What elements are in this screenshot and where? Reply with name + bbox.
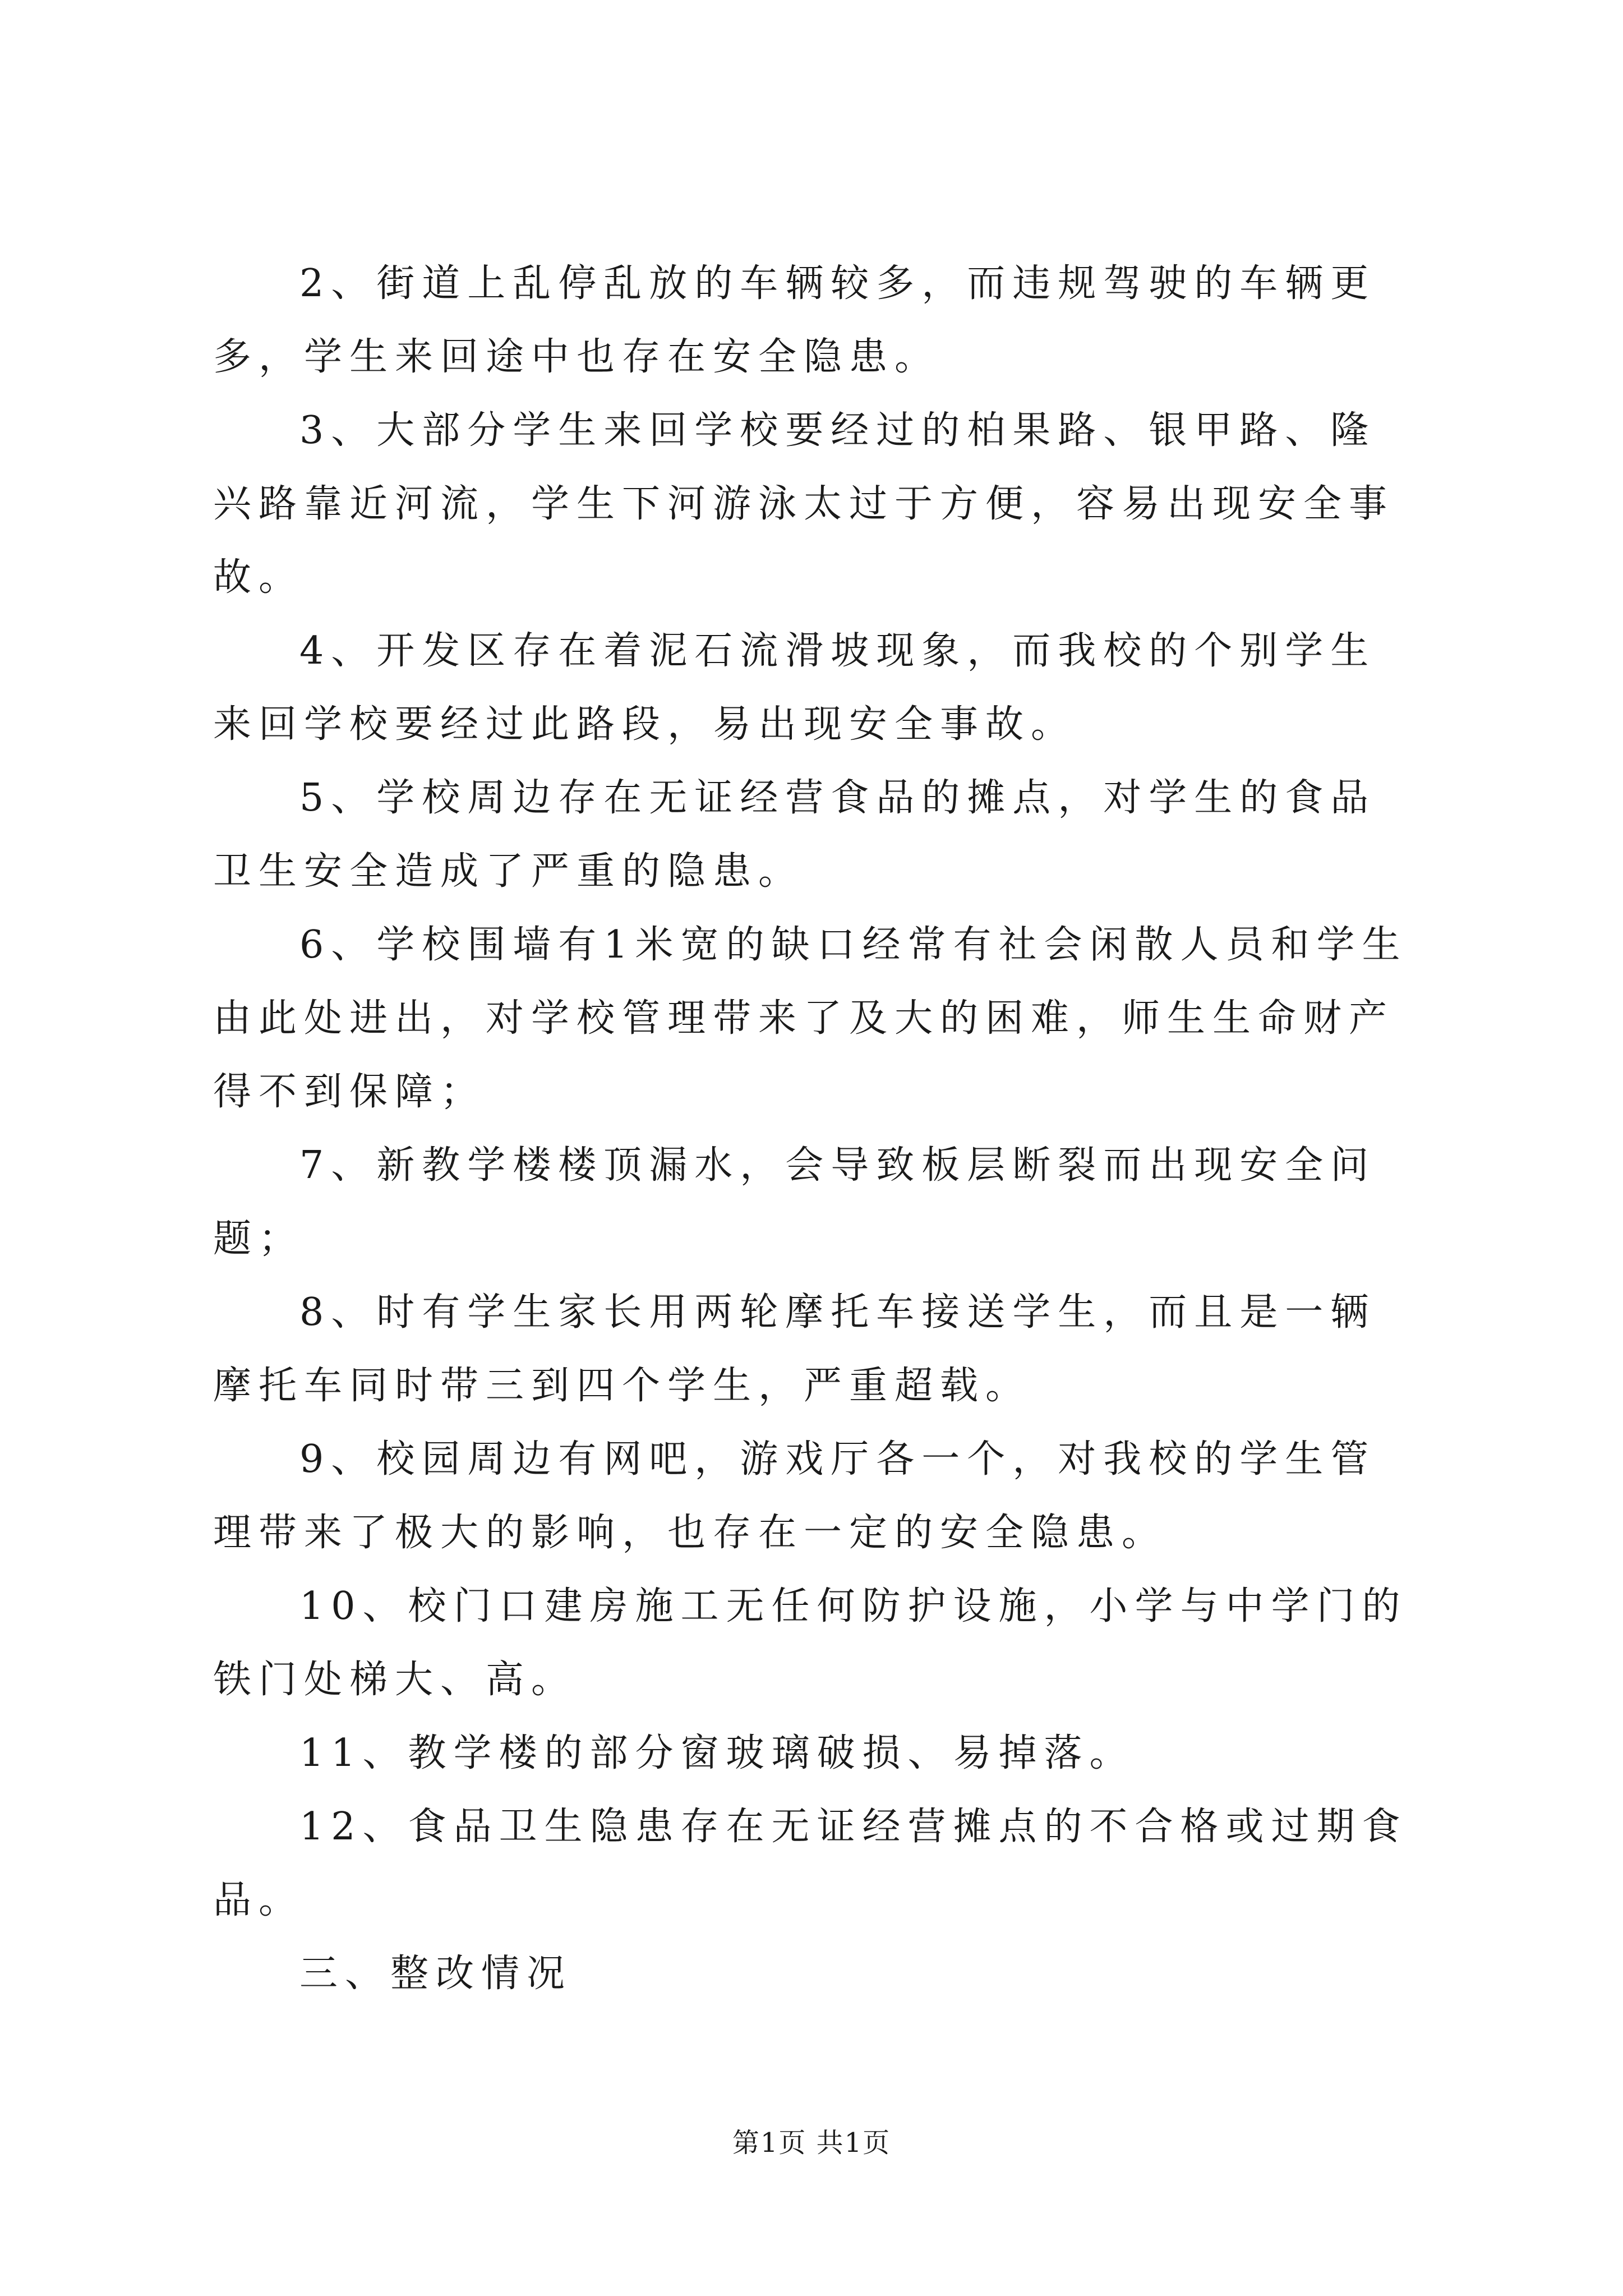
paragraph-item-10: 10、校门口建房施工无任何防护设施，小学与中学门的铁门处梯大、高。 [213, 1584, 1408, 1702]
paragraph-item-3: 3、大部分学生来回学校要经过的柏果路、银甲路、隆兴路靠近河流，学生下河游泳太过于方便，容易出现安全事故。 [213, 408, 1395, 600]
paragraph-item-6: 6、学校围墙有1米宽的缺口经常有社会闲散人员和学生由此处进出，对学校管理带来了及大的困难，师生生命财产得不到保障； [213, 923, 1408, 1114]
paragraph-item-9: 9、校园周边有网吧，游戏厅各一个，对我校的学生管理带来了极大的影响，也存在一定的安全隐患。 [213, 1437, 1376, 1555]
document-body [213, 247, 1413, 2010]
paragraph-item-8: 8、时有学生家长用两轮摩托车接送学生，而且是一辆摩托车同时带三到四个学生，严重超载。 [213, 1290, 1376, 1408]
page-footer: 第1页 共1页 [732, 2127, 891, 2159]
paragraph-item-12: 12、食品卫生隐患存在无证经营摊点的不合格或过期食品。 [213, 1805, 1408, 1922]
paragraph-item-5: 5、学校周边存在无证经营食品的摊点，对学生的食品卫生安全造成了严重的隐患。 [213, 776, 1376, 894]
paragraph-item-2: 2、街道上乱停乱放的车辆较多，而违规驾驶的车辆更多，学生来回途中也存在安全隐患。 [213, 261, 1376, 379]
paragraph-item-11: 11、教学楼的部分窗玻璃破损、易掉落。 [299, 1731, 1135, 1775]
section-heading: 三、整改情况 [299, 1952, 573, 1996]
paragraph-item-4: 4、开发区存在着泥石流滑坡现象，而我校的个别学生来回学校要经过此路段，易出现安全事故。 [213, 629, 1376, 747]
paragraph-item-7: 7、新教学楼楼顶漏水，会导致板层断裂而出现安全问题； [213, 1143, 1376, 1261]
